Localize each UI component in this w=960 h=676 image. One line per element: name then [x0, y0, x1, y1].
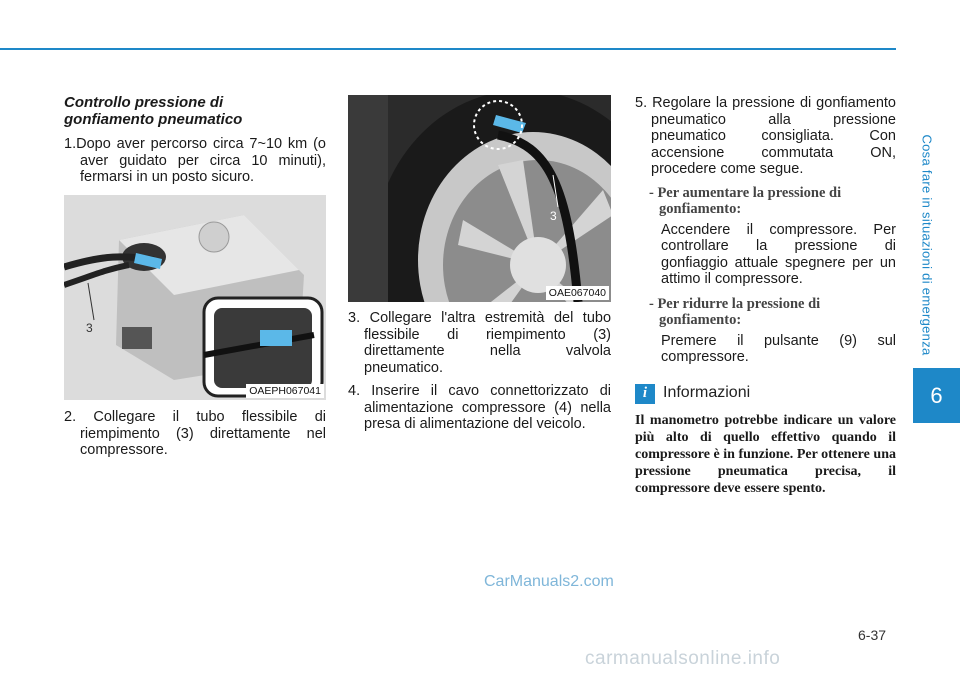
step-3: 3. Collegare l'altra estremità del tubo flessibile di riempimento (3) direttamente nella valvola pneumatico.	[348, 310, 612, 376]
figure-code: OAEPH067041	[246, 384, 324, 398]
watermark-link[interactable]: CarManuals2.com	[484, 573, 614, 590]
step-4: 4. Inserire il cavo connettorizzato di alimentazione compressore (4) nella presa di alimentazione del veicolo.	[348, 383, 612, 432]
info-icon: i	[635, 384, 655, 404]
info-text: Il manometro potrebbe indicare un valore più alto di quello effettivo quando il compressore è in funzione. Per ottenere una pressione pneumatica precisa, il compressore deve essere spento.	[635, 412, 896, 496]
step-5: 5. Regolare la pressione di gonfiamento pneumatico alla pressione pneumatico consigliata. Con accensione commutata ON, procedere come segue.	[635, 95, 896, 177]
section-heading: Controllo pressione di gonfiamento pneumatico	[64, 94, 243, 128]
chapter-tab[interactable]: 6	[913, 368, 960, 423]
step-2: 2. Collegare il tubo flessibile di riempimento (3) direttamente nel compressore.	[64, 409, 326, 458]
compressor-figure	[64, 195, 326, 400]
callout-3: 3	[550, 209, 557, 223]
step-1: 1.Dopo aver percorso circa 7~10 km (o aver guidato per circa 10 minuti), fermarsi in un posto sicuro.	[64, 136, 326, 185]
info-title: Informazioni	[663, 384, 751, 402]
column-2	[348, 310, 611, 440]
subtext-increase: Accendere il compressore. Per controllare la pressione di gonfiaggio attuale spegnere per un attimo il compressore.	[661, 221, 896, 287]
watermark-footer: carmanualsonline.info	[585, 648, 781, 669]
info-header	[635, 384, 896, 404]
column-3	[635, 95, 896, 497]
page-number: 6-37	[858, 627, 887, 643]
column-1	[64, 95, 326, 193]
figure-code: OAE067040	[546, 286, 609, 300]
column-1-lower	[64, 409, 326, 466]
subheading-increase: - Per aumentare la pressione di gonfiamento:	[649, 184, 842, 217]
subheading-decrease: - Per ridurre la pressione di gonfiamento:	[649, 295, 821, 328]
header-rule	[0, 48, 896, 50]
chapter-side-label: Cosa fare in situazioni di emergenza	[919, 134, 935, 356]
callout-3: 3	[86, 321, 93, 335]
wheel-figure	[348, 95, 611, 302]
subtext-decrease: Premere il pulsante (9) sul compressore.	[661, 332, 896, 365]
